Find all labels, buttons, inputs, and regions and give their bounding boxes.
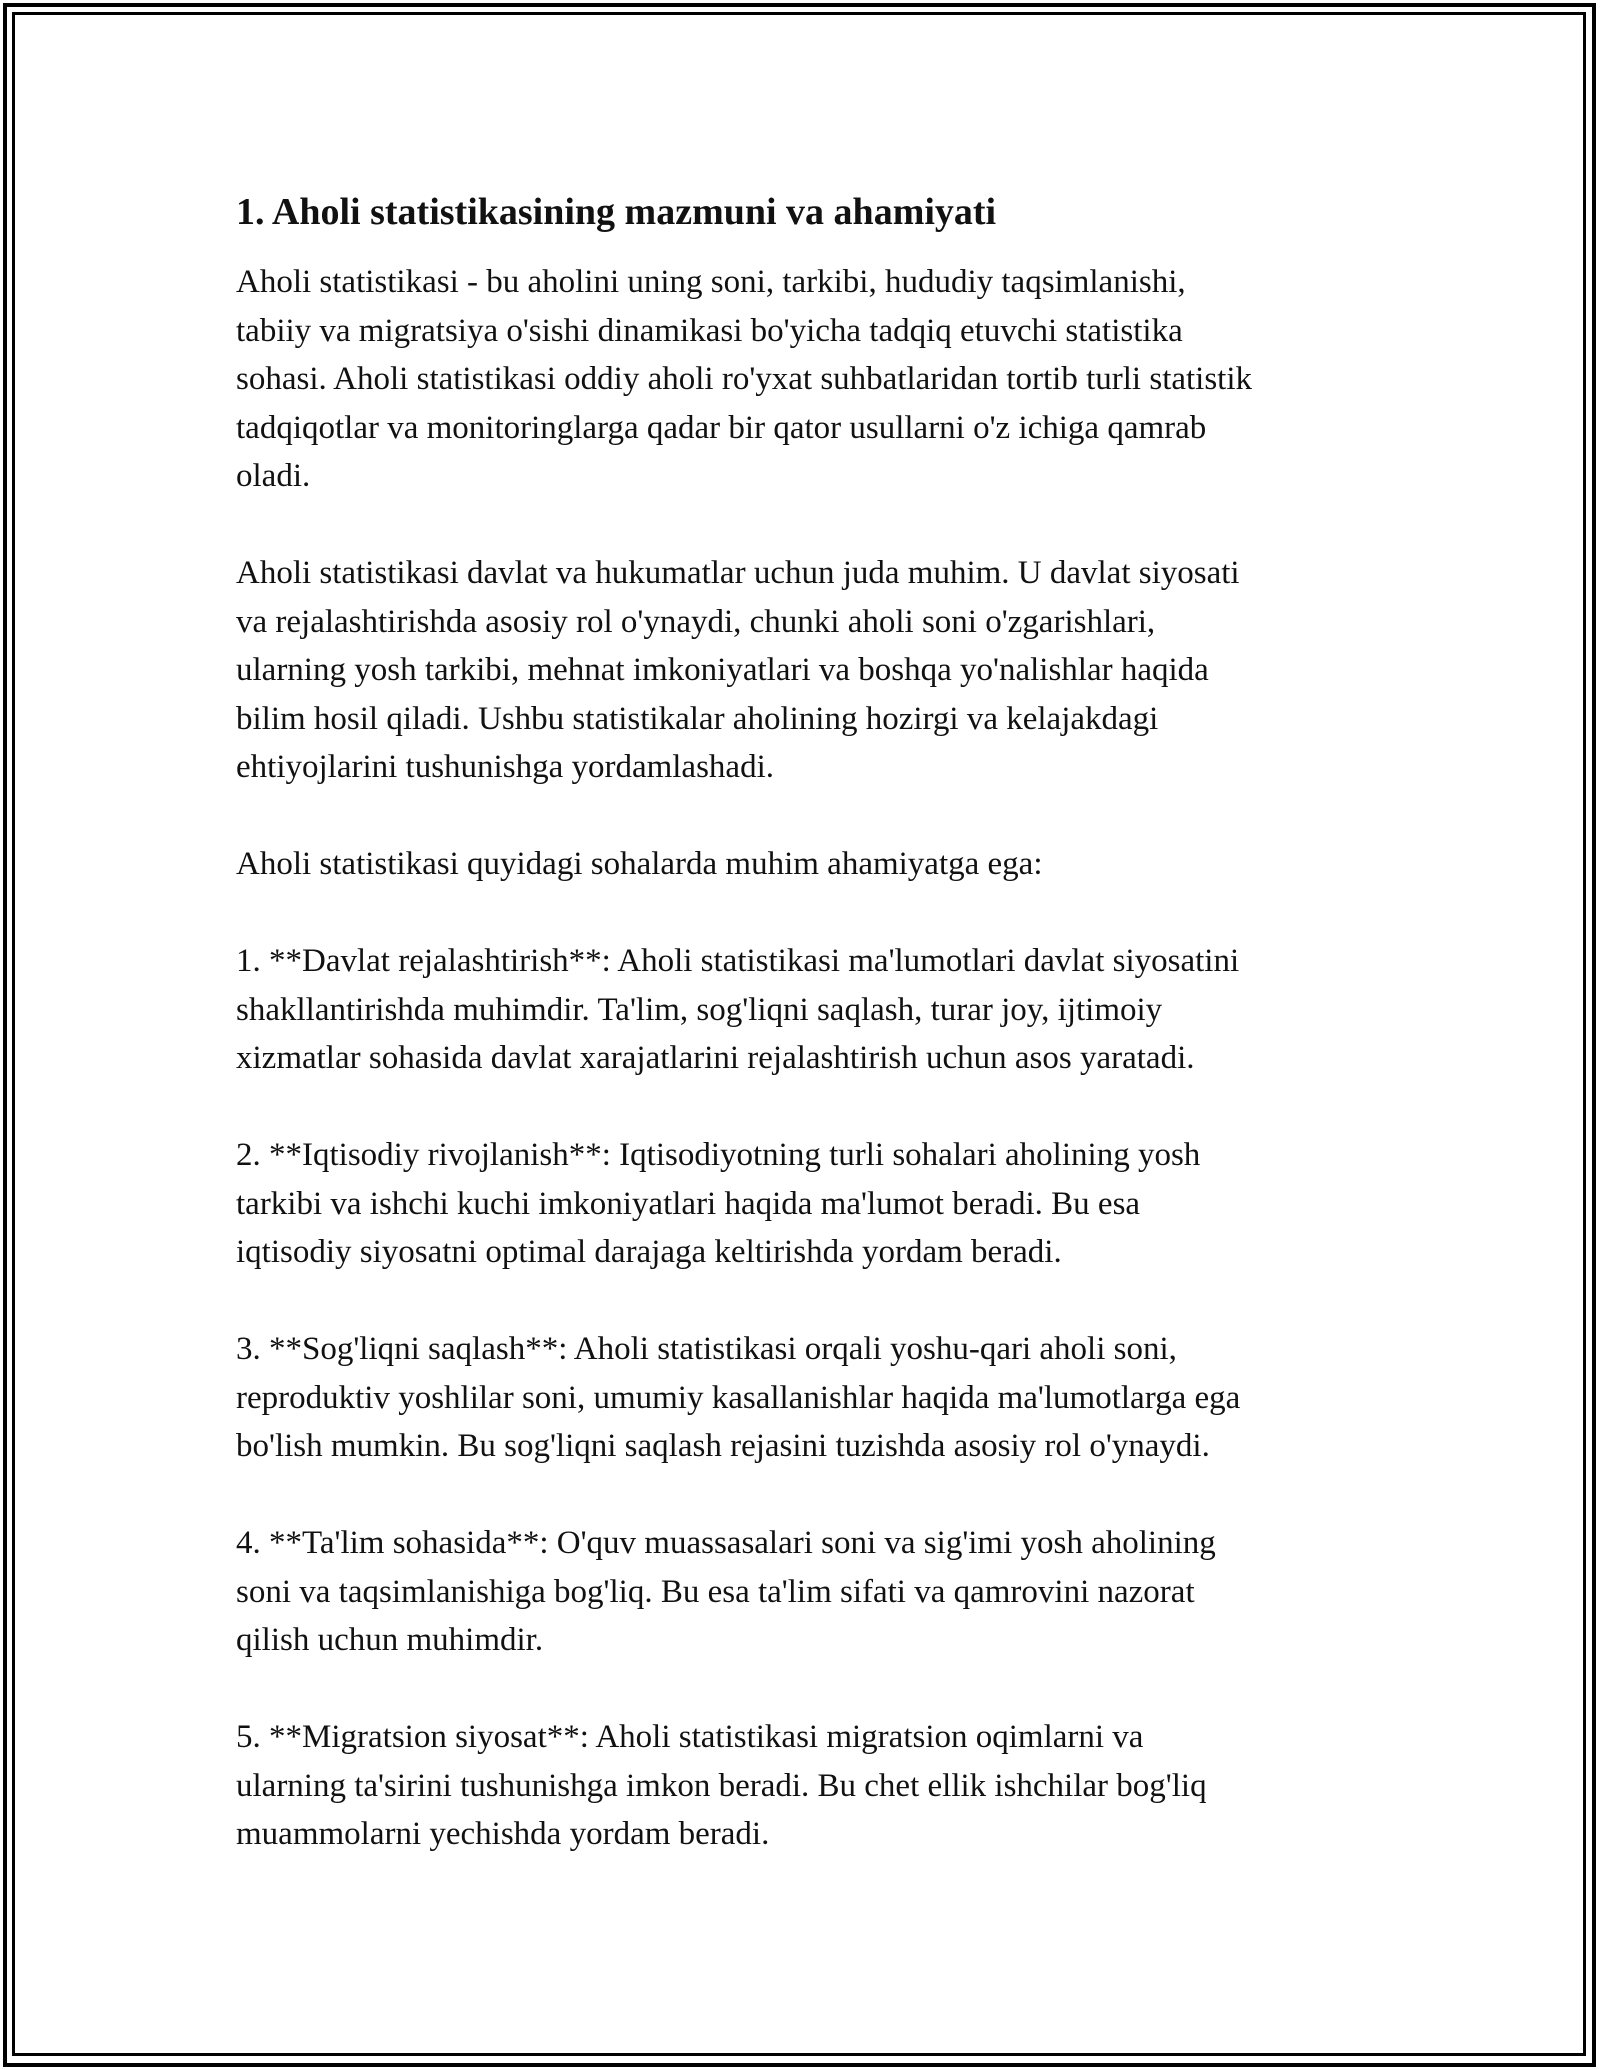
paragraph-definition — [236, 258, 1376, 501]
text-line: 1. **Davlat rejalashtirish**: Aholi statistikasi ma'lumotlari davlat siyosatini — [236, 943, 1240, 979]
text-line: bo'lish mumkin. Bu sog'liqni saqlash rejasini tuzishda asosiy rol o'ynaydi. — [236, 1428, 1210, 1464]
text-line: sohasi. Aholi statistikasi oddiy aholi ro'yxat suhbatlaridan tortib turli statistik — [236, 361, 1253, 397]
list-item-4 — [236, 1519, 1376, 1665]
text-line: soni va taqsimlanishiga bog'liq. Bu esa ta'lim sifati va qamrovini nazorat — [236, 1573, 1195, 1610]
paragraph-intro-list — [236, 840, 1376, 889]
text-line: iqtisodiy siyosatni optimal darajaga keltirishda yordam beradi. — [236, 1234, 1062, 1270]
text-line: 4. **Ta'lim sohasida**: O'quv muassasalari soni va sig'imi yosh aholining — [236, 1525, 1216, 1561]
list-item-1 — [236, 937, 1376, 1083]
text-line: Aholi statistikasi quyidagi sohalarda muhim ahamiyatga ega: — [236, 846, 1043, 882]
text-line: va rejalashtirishda asosiy rol o'ynaydi, chunki aholi soni o'zgarishlari, — [236, 603, 1156, 640]
text-line: muammolarni yechishda yordam beradi. — [236, 1816, 770, 1852]
text-line: xizmatlar sohasida davlat xarajatlarini rejalashtirish uchun asos yaratadi. — [236, 1040, 1195, 1076]
text-line: reproduktiv yoshlilar soni, umumiy kasallanishlar haqida ma'lumotlarga ega — [236, 1379, 1241, 1416]
list-item-5 — [236, 1713, 1376, 1859]
text-line: 5. **Migratsion siyosat**: Aholi statistikasi migratsion oqimlarni va — [236, 1719, 1144, 1755]
list-item-3 — [236, 1325, 1376, 1471]
text-line: 3. **Sog'liqni saqlash**: Aholi statistikasi orqali yoshu-qari aholi soni, — [236, 1331, 1177, 1367]
text-line: Aholi statistikasi davlat va hukumatlar uchun juda muhim. U davlat siyosati — [236, 555, 1240, 591]
text-line: ehtiyojlarini tushunishga yordamlashadi. — [236, 749, 774, 785]
text-line: shakllantirishda muhimdir. Ta'lim, sog'liqni saqlash, turar joy, ijtimoiy — [236, 991, 1163, 1028]
text-line: Aholi statistikasi - bu aholini uning soni, tarkibi, hududiy taqsimlanishi, — [236, 264, 1186, 300]
text-line: 2. **Iqtisodiy rivojlanish**: Iqtisodiyotning turli sohalari aholining yosh — [236, 1137, 1201, 1173]
text-line: ularning ta'sirini tushunishga imkon beradi. Bu chet ellik ishchilar bog'liq — [236, 1767, 1207, 1804]
text-line: tadqiqotlar va monitoringlarga qadar bir qator usullarni o'z ichiga qamrab — [236, 409, 1207, 446]
list-item-2 — [236, 1131, 1376, 1277]
text-line: tarkibi va ishchi kuchi imkoniyatlari haqida ma'lumot beradi. Bu esa — [236, 1185, 1141, 1222]
text-line: bilim hosil qiladi. Ushbu statistikalar aholining hozirgi va kelajakdagi — [236, 700, 1159, 737]
text-line: ularning yosh tarkibi, mehnat imkoniyatlari va boshqa yo'nalishlar haqida — [236, 652, 1209, 688]
text-line: tabiiy va migratsiya o'sishi dinamikasi bo'yicha tadqiq etuvchi statistika — [236, 312, 1183, 349]
paragraph-importance — [236, 549, 1376, 792]
document-body — [236, 188, 1376, 1859]
text-line: qilish uchun muhimdir. — [236, 1622, 544, 1658]
text-line: oladi. — [236, 458, 311, 494]
section-heading: 1. Aholi statistikasining mazmuni va ahamiyati — [236, 191, 997, 233]
